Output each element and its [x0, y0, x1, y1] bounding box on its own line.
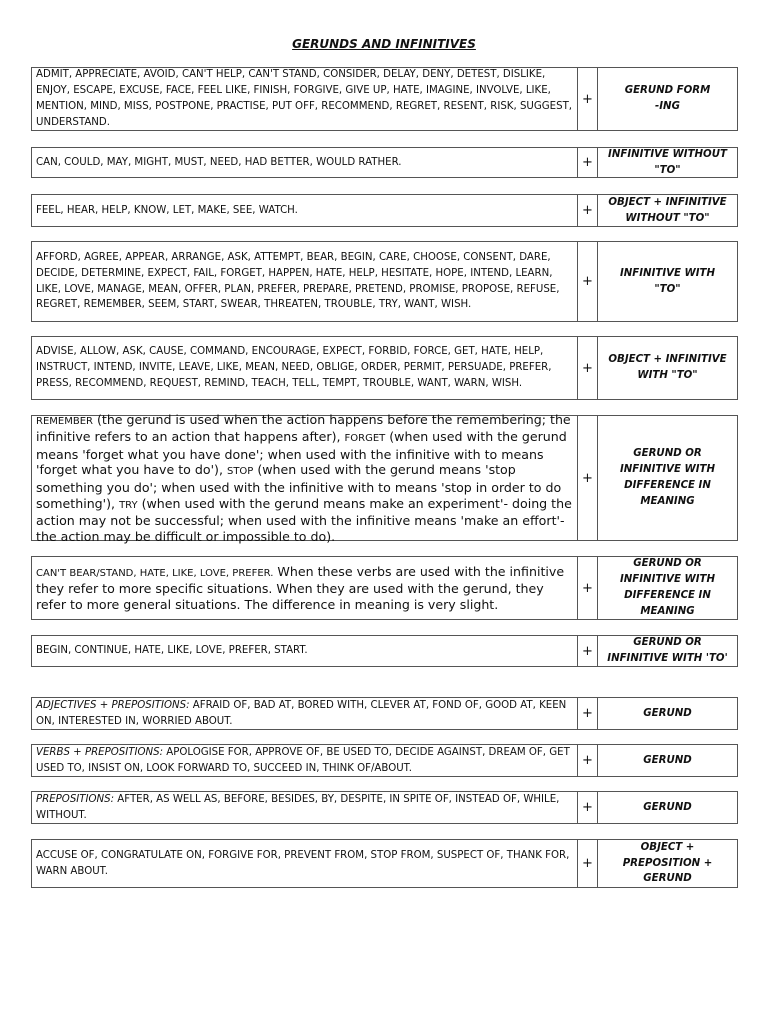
explanation-text: (when used with the gerund means 'stop something you do'; when used with the infinitive with to means 'stop in order to do something'),: [36, 462, 562, 511]
verb-list: [32, 337, 578, 399]
rule-label: [598, 792, 737, 823]
category-label: PREPOSITIONS:: [36, 793, 115, 805]
verb-explanation: [32, 411, 578, 544]
rule-label: [598, 68, 737, 130]
rule-label-text: OBJECT + PREPOSITION + GERUND: [622, 841, 713, 885]
rule-label: [598, 840, 737, 887]
verb-list-text: AFRAID OF, BAD AT, BORED WITH, CLEVER AT, FOND OF, GOOD AT, KEEN ON, INTERESTED IN, WORRIED ABOUT.: [36, 699, 567, 727]
rule-label-text: GERUND OR INFINITIVE WITH 'TO': [607, 637, 728, 664]
plus-sign: +: [578, 148, 598, 177]
rule-label: [598, 698, 737, 729]
rule-label-text: GERUND OR INFINITIVE WITH DIFFERENCE IN MEANING: [619, 448, 715, 507]
verb-list-text: APOLOGISE FOR, APPROVE OF, BE USED TO, DECIDE AGAINST, DREAM OF, GET USED TO, INSIST ON, LOOK FORWARD TO, SUCCEED IN, THINK OF/ABOUT.: [36, 746, 570, 774]
plus-sign: +: [578, 557, 598, 619]
rule-label: [598, 195, 737, 226]
plus-sign: +: [578, 337, 598, 399]
rule-label-text: OBJECT + INFINITIVE WITH "TO": [608, 354, 727, 381]
rule-label-text: GERUND: [643, 801, 692, 813]
rule-label: [598, 242, 737, 321]
table-row: [31, 839, 738, 888]
verb-list-text: CAN, COULD, MAY, MIGHT, MUST, NEED, HAD BETTER, WOULD RATHER.: [36, 156, 402, 168]
rule-label-text: GERUND FORM -ING: [624, 85, 711, 112]
plus-sign: +: [578, 840, 598, 887]
rule-label-text: GERUND OR INFINITIVE WITH DIFFERENCE IN MEANING: [619, 558, 715, 617]
verb-list: [32, 745, 578, 776]
explanation-text: (when used with the gerund means make an experiment'- doing the action may not be successful; when used with the infinitive means 'make an effort'- the action may be difficult or impossible to do).: [36, 495, 572, 544]
rule-label: [598, 337, 737, 399]
verb-list-text: AFTER, AS WELL AS, BEFORE, BESIDES, BY, DESPITE, IN SPITE OF, INSTEAD OF, WHILE, WITHOUT.: [36, 793, 560, 821]
rule-label: [598, 557, 737, 619]
verb-list: [32, 195, 578, 226]
rule-label-text: INFINITIVE WITHOUT "TO": [608, 148, 727, 176]
table-row: [31, 241, 738, 322]
verb-list: [32, 148, 578, 177]
rule-label-text: GERUND: [643, 754, 692, 766]
explanation-text: (when used with the gerund means 'forget what you have done'; when used with the infinitive with to means 'forget what you have to do'),: [36, 429, 567, 478]
table-row: [31, 697, 738, 730]
table-row: [31, 744, 738, 777]
table-row: [31, 411, 738, 544]
verb-list-text: ACCUSE OF, CONGRATULATE ON, FORGIVE FOR, PREVENT FROM, STOP FROM, SUSPECT OF, THANK FOR, WARN ABOUT.: [36, 849, 570, 877]
plus-sign: +: [578, 68, 598, 130]
category-label: VERBS + PREPOSITIONS:: [36, 746, 164, 758]
table-row: [31, 147, 738, 178]
table-row: [31, 791, 738, 824]
plus-sign: +: [578, 416, 598, 540]
plus-sign: +: [578, 745, 598, 776]
verb-try: TRY: [119, 499, 138, 511]
verb-stop: STOP: [226, 466, 254, 478]
category-label: ADJECTIVES + PREPOSITIONS:: [36, 699, 190, 711]
table-row: [31, 67, 738, 131]
rule-label-text: GERUND: [643, 707, 692, 719]
verb-list-text: ADMIT, APPRECIATE, AVOID, CAN'T HELP, CAN'T STAND, CONSIDER, DELAY, DENY, DETEST, DISLIKE, ENJOY, ESCAPE, EXCUSE, FACE, FEEL LIKE, FINISH, FORGIVE, GIVE UP, HATE, IMAGINE, INVOLVE, LIKE, MENTION, MIND, MISS, POSTPONE, PRACTISE, PUT OFF, RECOMMEND, REGRET, RESENT, RISK, SUGGEST, UNDERSTAND.: [36, 69, 573, 128]
verb-forget: FORGET: [344, 433, 386, 445]
rule-label: [598, 745, 737, 776]
verb-explanation: [32, 557, 578, 619]
table-row: [31, 635, 738, 667]
table-row: [31, 336, 738, 400]
verb-list: [32, 636, 578, 666]
table-row: [31, 194, 738, 227]
plus-sign: +: [578, 195, 598, 226]
verb-list-inline: CAN'T BEAR/STAND, HATE, LIKE, LOVE, PREFER.: [36, 567, 274, 579]
verb-list-text: AFFORD, AGREE, APPEAR, ARRANGE, ASK, ATTEMPT, BEAR, BEGIN, CARE, CHOOSE, CONSENT, DARE, DECIDE, DETERMINE, EXPECT, FAIL, FORGET, HAPPEN, HATE, HELP, HESITATE, HOPE, INTEND, LEARN, LIKE, LOVE, MANAGE, MEAN, OFFER, PLAN, PREFER, PREPARE, PRETEND, PROMISE, PROPOSE, REFUSE, REGRET, REMEMBER, SEEM, START, SWEAR, THREATEN, TROUBLE, TRY, WANT, WISH.: [36, 251, 560, 311]
plus-sign: +: [578, 636, 598, 666]
explanation-text: When these verbs are used with the infinitive they refer to more specific situations. When they are used with the gerund, they refer to more general situations. The difference in meaning is very slight.: [36, 563, 565, 612]
explanation-text: (the gerund is used when the action happens before the remembering; the infinitive refers to an action that happens after),: [36, 411, 571, 445]
verb-list: [32, 698, 578, 729]
verb-list: [32, 792, 578, 823]
verb-remember: REMEMBER: [36, 415, 93, 427]
verb-list: [32, 68, 578, 130]
verb-list-text: ADVISE, ALLOW, ASK, CAUSE, COMMAND, ENCOURAGE, EXPECT, FORBID, FORCE, GET, HATE, HELP, INSTRUCT, INTEND, INVITE, LEAVE, LIKE, MEAN, NEED, OBLIGE, ORDER, PERMIT, PERSUADE, PREFER, PRESS, RECOMMEND, REQUEST, REMIND, TEACH, TELL, TEMPT, TROUBLE, WANT, WARN, WISH.: [36, 346, 552, 389]
table-row: [31, 556, 738, 620]
page-title: GERUNDS AND INFINITIVES: [292, 37, 476, 51]
verb-list-text: BEGIN, CONTINUE, HATE, LIKE, LOVE, PREFER, START.: [36, 645, 308, 657]
plus-sign: +: [578, 242, 598, 321]
rule-label-text: INFINITIVE WITH "TO": [619, 267, 715, 295]
rule-label-text: OBJECT + INFINITIVE WITHOUT "TO": [608, 196, 727, 224]
verb-list: [32, 840, 578, 887]
verb-list-text: FEEL, HEAR, HELP, KNOW, LET, MAKE, SEE, WATCH.: [36, 204, 298, 216]
verb-list: [32, 242, 578, 321]
plus-sign: +: [578, 698, 598, 729]
rule-label: [598, 148, 737, 177]
rule-label: [598, 636, 737, 666]
plus-sign: +: [578, 792, 598, 823]
rule-label: [598, 416, 737, 540]
